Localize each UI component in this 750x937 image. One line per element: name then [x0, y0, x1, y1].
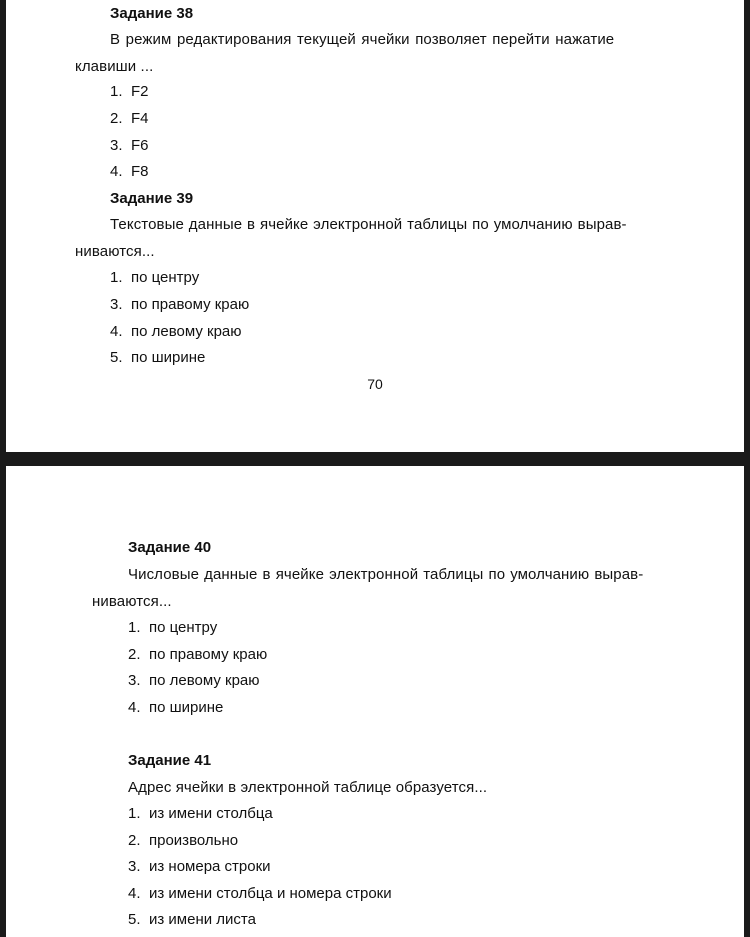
option-text: по левому краю	[149, 672, 260, 689]
option-number: 1.	[128, 805, 141, 822]
answer-option	[110, 110, 149, 128]
answer-option	[110, 163, 149, 181]
answer-option	[128, 805, 273, 823]
question-line: Текстовые данные в ячейке электронной таблицы по умолчанию вырав-	[110, 216, 627, 233]
option-text: из номера строки	[149, 858, 271, 875]
option-number: 3.	[128, 858, 141, 875]
option-text: по правому краю	[149, 646, 268, 663]
question-line: ниваются...	[75, 243, 155, 260]
option-text: по левому краю	[131, 323, 242, 340]
option-number: 3.	[128, 672, 141, 689]
answer-option	[110, 349, 205, 367]
option-number: 4.	[110, 163, 123, 180]
option-text: по ширине	[131, 349, 206, 366]
answer-option	[128, 699, 223, 717]
option-text: по ширине	[149, 699, 224, 716]
option-text: по правому краю	[131, 296, 250, 313]
answer-option	[128, 832, 238, 850]
option-text: по центру	[131, 269, 200, 286]
option-number: 1.	[128, 619, 141, 636]
answer-option	[110, 83, 149, 101]
answer-option	[110, 296, 249, 314]
answer-option	[110, 269, 199, 287]
task-title: Задание 39	[110, 190, 194, 207]
option-number: 2.	[110, 110, 123, 127]
question-line: В режим редактирования текущей ячейки позволяет перейти нажатие	[110, 31, 615, 48]
option-number: 5.	[110, 349, 123, 366]
question-line: ниваются...	[92, 593, 172, 610]
question-line: клавиши ...	[75, 58, 154, 75]
answer-option	[128, 672, 260, 690]
answer-option	[128, 619, 217, 637]
option-number: 2.	[128, 646, 141, 663]
task-title: Задание 41	[128, 752, 212, 769]
option-text: F4	[131, 110, 149, 127]
question-line: Адрес ячейки в электронной таблице образуется...	[128, 779, 488, 796]
option-text: по центру	[149, 619, 218, 636]
page-top	[6, 0, 744, 452]
option-text: F8	[131, 163, 149, 180]
option-number: 3.	[110, 296, 123, 313]
answer-option	[110, 137, 149, 155]
option-number: 3.	[110, 137, 123, 154]
answer-option	[128, 858, 271, 876]
task-title: Задание 38	[110, 5, 194, 22]
option-number: 1.	[110, 83, 123, 100]
option-text: из имени столбца и номера строки	[149, 885, 392, 902]
option-text: F6	[131, 137, 149, 154]
option-text: из имени столбца	[149, 805, 273, 822]
answer-option	[128, 646, 267, 664]
option-text: из имени листа	[149, 911, 256, 928]
option-number: 4.	[110, 323, 123, 340]
answer-option	[128, 911, 256, 929]
answer-option	[128, 885, 392, 903]
option-text: произвольно	[149, 832, 239, 849]
option-number: 5.	[128, 911, 141, 928]
answer-option	[110, 323, 242, 341]
page-bottom	[6, 466, 744, 937]
question-line: Числовые данные в ячейке электронной таблицы по умолчанию вырав-	[128, 566, 644, 583]
option-number: 4.	[128, 885, 141, 902]
page-number: 70	[367, 376, 383, 392]
task-title: Задание 40	[128, 539, 212, 556]
option-number: 1.	[110, 269, 123, 286]
option-number: 4.	[128, 699, 141, 716]
option-number: 2.	[128, 832, 141, 849]
option-text: F2	[131, 83, 149, 100]
